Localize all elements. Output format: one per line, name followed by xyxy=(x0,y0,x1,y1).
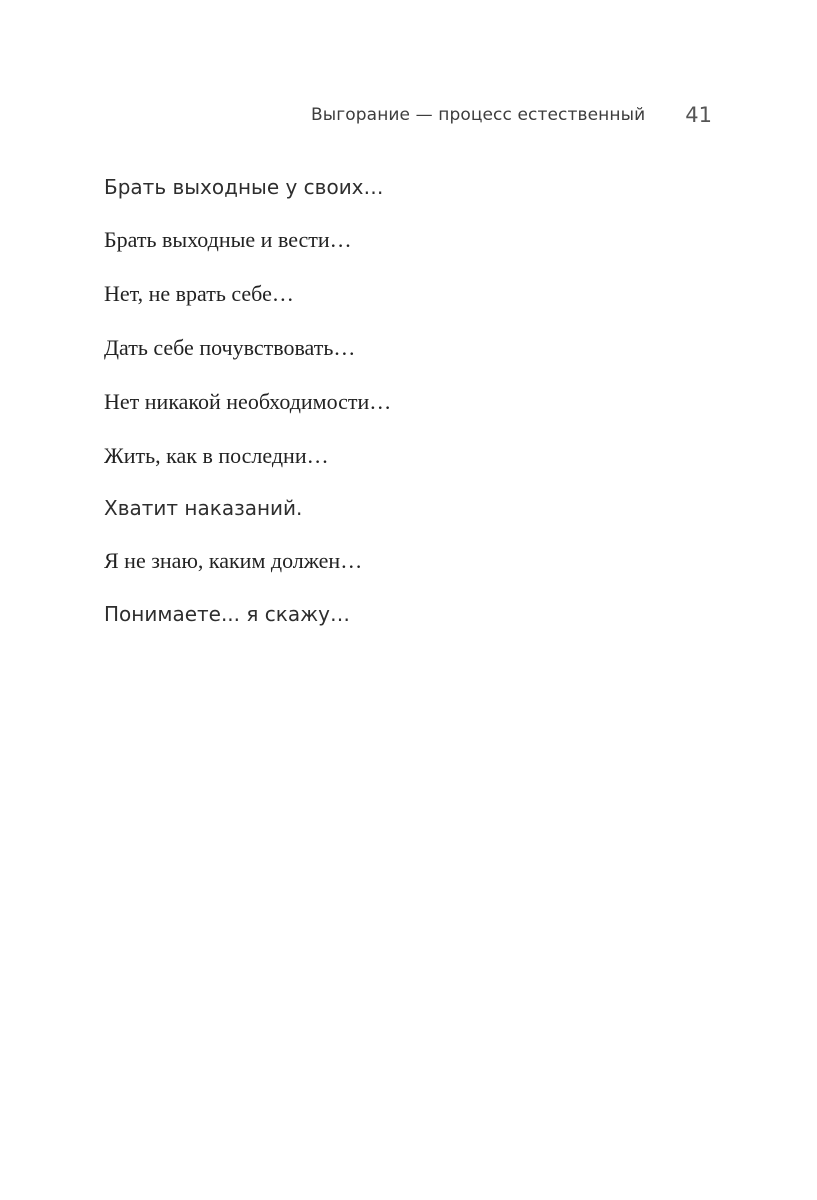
paragraph: Я не знаю, каким должен… xyxy=(104,548,363,574)
paragraph: Нет, не врать себе… xyxy=(104,281,294,307)
body-text xyxy=(104,172,716,650)
paragraph: Дать себе почувствовать… xyxy=(104,335,356,361)
paragraph: Брать выходные у своих… xyxy=(104,175,384,199)
paragraph: Жить, как в последни… xyxy=(104,443,329,469)
running-header xyxy=(104,100,712,130)
page-number: 41 xyxy=(685,103,712,127)
paragraph: Брать выходные и вести… xyxy=(104,227,352,252)
chapter-title: Выгорание — процесс естественный xyxy=(310,105,646,125)
paragraph: Нет никакой необходимости… xyxy=(104,389,392,415)
paragraph: Хватит наказаний. xyxy=(104,496,303,521)
paragraph: Понимаете... я скажу… xyxy=(104,601,350,626)
